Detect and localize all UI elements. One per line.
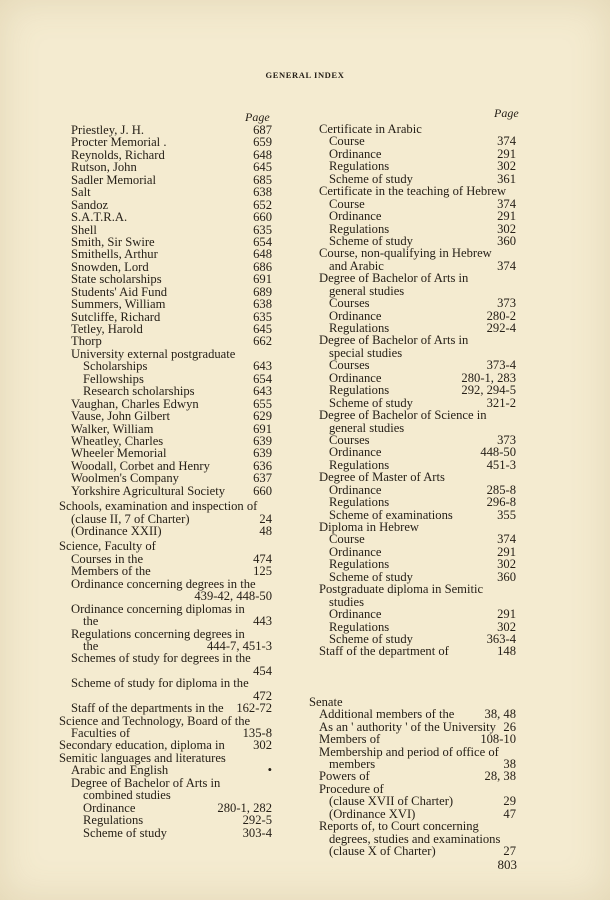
entry-text: the — [83, 614, 99, 629]
entry-text: Degree of Bachelor of Arts in — [319, 333, 469, 348]
index-entry — [319, 210, 516, 222]
entry-text: Ordinance concerning degrees in the — [71, 576, 256, 591]
index-entry — [319, 160, 516, 172]
entry-page-ref: 292-4 — [486, 321, 516, 335]
index-entry — [61, 447, 272, 459]
entry-text: Vaughan, Charles Edwyn — [71, 396, 199, 411]
entry-text: Procter Memorial . — [71, 135, 167, 150]
entry-text: Scheme of study — [329, 395, 413, 410]
entry-page-ref: 687 — [253, 123, 272, 137]
entry-page-ref: 321-2 — [486, 395, 516, 410]
entry-text: Scholarships — [83, 359, 148, 374]
index-entry — [61, 335, 272, 347]
right-page-label: Page — [494, 106, 519, 120]
entry-page-ref: 443 — [253, 614, 272, 629]
entry-page-ref: 660 — [253, 483, 272, 498]
entry-page-ref: 24 — [259, 511, 272, 526]
entry-page-ref: 439-42, 448-50 — [194, 589, 272, 604]
entry-text: Yorkshire Agricultural Society — [71, 483, 226, 498]
index-entry — [61, 211, 272, 223]
left-page-label: Page — [245, 110, 270, 124]
entry-text: Woolmen's Company — [71, 471, 179, 486]
entry-text: Science and Technology, Board of the — [59, 713, 251, 728]
entry-page-ref: 291 — [497, 607, 516, 622]
entry-text: Senate — [309, 694, 343, 709]
entry-text: Ordinance concerning diplomas in — [71, 601, 245, 616]
entry-text: Rutson, John — [71, 160, 137, 175]
entry-page-ref: 285-8 — [486, 482, 516, 497]
entry-page-ref: 162-72 — [236, 701, 272, 716]
entry-text: Sutcliffe, Richard — [71, 309, 161, 324]
index-entry — [319, 446, 516, 458]
entry-page-ref: 685 — [253, 172, 272, 187]
left-index-column — [61, 124, 272, 839]
index-entry — [319, 533, 516, 545]
entry-page-ref: 373-4 — [486, 358, 516, 373]
entry-text: Scheme of study for diploma in the — [71, 676, 249, 691]
index-entry — [319, 708, 516, 720]
entry-text: Ordinance — [329, 544, 382, 559]
entry-text: Regulations — [329, 557, 390, 572]
entry-text: Secondary education, diploma in — [59, 738, 225, 753]
index-entry — [61, 174, 272, 186]
entry-text: degrees, studies and examinations — [329, 831, 501, 846]
entry-text: Regulations concerning degrees in — [71, 626, 245, 641]
entry-page-ref: 280-1, 282 — [217, 800, 272, 815]
entry-text: Course — [329, 196, 365, 211]
entry-text: Scheme of study — [329, 233, 413, 248]
entry-text: Scheme of examinations — [329, 507, 453, 522]
entry-text: general studies — [329, 420, 405, 435]
index-entry — [61, 827, 272, 839]
entry-text: Ordinance — [329, 209, 382, 224]
entry-text: Vause, John Gilbert — [71, 409, 170, 424]
entry-text: Degree of Bachelor of Arts in — [319, 271, 469, 286]
index-entry — [61, 472, 272, 484]
entry-page-ref: 302 — [253, 738, 272, 753]
entry-text: Additional members of the — [319, 707, 455, 722]
entry-text: Priestley, J. H. — [71, 123, 144, 137]
index-entry — [61, 789, 272, 801]
entry-text: Regulations — [329, 159, 390, 174]
entry-page-ref: 360 — [497, 569, 516, 584]
entry-text: Faculties of — [71, 726, 131, 740]
entry-text: Courses — [329, 358, 370, 373]
entry-page-ref: 474 — [253, 551, 272, 566]
entry-text: Degree of Bachelor of Science in — [319, 408, 487, 423]
index-entry — [61, 565, 272, 577]
entry-page-ref: 363-4 — [486, 631, 516, 646]
entry-page-ref: 454 — [253, 663, 272, 678]
entry-text: Scheme of study — [329, 569, 413, 584]
entry-page-ref: 691 — [253, 272, 272, 287]
entry-text: Tetley, Harold — [71, 322, 143, 336]
index-entry — [61, 677, 272, 689]
index-entry — [319, 185, 516, 197]
entry-text: Powers of — [319, 769, 370, 784]
entry-page-ref: 472 — [253, 688, 272, 703]
entry-page-ref: 125 — [253, 564, 272, 579]
entry-text: Ordinance — [329, 370, 382, 385]
entry-text: Degree of Master of Arts — [319, 470, 445, 485]
index-entry — [61, 764, 272, 776]
section-gap — [319, 658, 516, 696]
entry-text: Sadler Memorial — [71, 172, 156, 187]
index-entry — [61, 298, 272, 310]
index-entry — [61, 186, 272, 198]
entry-text: Fellowships — [83, 371, 144, 386]
entry-text: Woodall, Corbet and Henry — [71, 458, 210, 473]
entry-page-ref: • — [267, 763, 272, 778]
entry-page-ref: 374 — [497, 134, 516, 149]
entry-page-ref: 659 — [253, 135, 272, 150]
entry-text: Reports of, to Court concerning — [319, 819, 479, 834]
entry-text: Wheatley, Charles — [71, 433, 164, 448]
index-entry — [319, 770, 516, 782]
entry-text: Degree of Bachelor of Arts in — [71, 775, 221, 790]
entry-text: As an ' authority ' of the University — [319, 719, 496, 734]
entry-text: Regulations — [329, 457, 390, 472]
entry-page-ref: 148 — [497, 644, 516, 659]
entry-text: Certificate in the teaching of Hebrew — [319, 184, 507, 199]
entry-text: Regulations — [329, 321, 390, 335]
entry-page-ref: 648 — [253, 247, 272, 262]
entry-page-ref: 654 — [253, 234, 272, 249]
index-entry — [319, 334, 516, 346]
index-entry — [61, 739, 272, 751]
entry-text: S.A.T.R.A. — [71, 210, 128, 225]
entry-text: Membership and period of office of — [319, 744, 499, 759]
entry-text: (clause X of Charter) — [329, 844, 436, 859]
entry-text: Scheme of study — [329, 171, 413, 186]
entry-text: and Arabic — [329, 258, 384, 273]
entry-text: Walker, William — [71, 421, 154, 436]
entry-text: Members of — [319, 732, 381, 747]
entry-page-ref: 643 — [253, 359, 272, 374]
entry-text: Regulations — [329, 221, 390, 236]
entry-text: Courses in the — [71, 551, 144, 566]
index-entry — [319, 272, 516, 284]
entry-page-ref: 355 — [497, 507, 516, 522]
entry-text: Diploma in Hebrew — [319, 520, 420, 534]
entry-page-ref: 374 — [497, 258, 516, 273]
entry-page-ref: 302 — [497, 619, 516, 634]
entry-text: Semitic languages and literatures — [59, 750, 226, 765]
page-number: 803 — [497, 857, 517, 872]
entry-text: Staff of the departments in the — [71, 701, 224, 716]
entry-text: special studies — [329, 345, 403, 360]
entry-page-ref: 47 — [503, 806, 516, 821]
index-entry — [319, 135, 516, 147]
entry-page-ref: 38, 48 — [484, 707, 516, 722]
index-entry — [61, 136, 272, 148]
right-index-column — [309, 122, 516, 859]
entry-text: combined studies — [83, 788, 171, 803]
entry-text: Summers, William — [71, 297, 166, 312]
entry-page-ref: 637 — [253, 471, 272, 486]
index-entry — [319, 471, 516, 483]
entry-page-ref: 26 — [503, 719, 516, 734]
entry-page-ref: 29 — [503, 794, 516, 809]
index-entry — [61, 814, 272, 826]
index-entry — [61, 540, 272, 552]
entry-page-ref: 689 — [253, 284, 272, 299]
entry-text: Certificate in Arabic — [319, 122, 422, 136]
entry-text: Sandoz — [71, 197, 109, 212]
entry-text: Science, Faculty of — [59, 539, 156, 554]
index-entry — [319, 645, 516, 657]
index-entry — [319, 583, 516, 595]
entry-text: Regulations — [329, 619, 390, 634]
entry-text: University external postgraduate — [71, 346, 236, 361]
entry-page-ref: 373 — [497, 432, 516, 447]
index-entry — [61, 525, 272, 537]
entry-text: (clause II, 7 of Charter) — [71, 511, 190, 526]
entry-text: (clause XVII of Charter) — [329, 794, 454, 809]
entry-page-ref: 108-10 — [480, 732, 516, 747]
entry-text: Schools, examination and inspection of — [59, 499, 258, 514]
index-entry — [319, 384, 516, 396]
index-entry — [61, 485, 272, 497]
entry-page-ref: 374 — [497, 196, 516, 211]
entry-page-ref: 639 — [253, 433, 272, 448]
entry-text: Schemes of study for degrees in the — [71, 651, 251, 666]
index-entry — [61, 590, 272, 602]
entry-text: Research scholarships — [83, 384, 195, 399]
entry-page-ref: 629 — [253, 409, 272, 424]
entry-text: Courses — [329, 432, 370, 447]
entry-page-ref: 374 — [497, 532, 516, 547]
entry-page-ref: 645 — [253, 322, 272, 336]
entry-page-ref: 302 — [497, 159, 516, 174]
index-entry — [61, 500, 272, 512]
entry-page-ref: 280-1, 283 — [461, 370, 516, 385]
entry-page-ref: 291 — [497, 209, 516, 224]
entry-text: Snowden, Lord — [71, 259, 149, 274]
entry-page-ref: 686 — [253, 259, 272, 274]
entry-page-ref: 38 — [503, 757, 516, 771]
entry-page-ref: 654 — [253, 371, 272, 386]
entry-page-ref: 655 — [253, 396, 272, 411]
entry-text: Members of the — [71, 564, 151, 579]
index-entry — [319, 496, 516, 508]
entry-text: Regulations — [83, 813, 144, 828]
entry-text: Ordinance — [329, 607, 382, 622]
entry-text: general studies — [329, 283, 405, 298]
entry-page-ref: 638 — [253, 297, 272, 312]
index-entry — [319, 608, 516, 620]
entry-text: Course — [329, 532, 365, 547]
entry-page-ref: 444-7, 451-3 — [206, 638, 272, 653]
entry-page-ref: 645 — [253, 160, 272, 175]
entry-text: Thorp — [71, 334, 102, 349]
entry-page-ref: 652 — [253, 197, 272, 212]
index-entry — [319, 247, 516, 259]
entry-text: Ordinance — [329, 308, 382, 323]
entry-text: (Ordinance XVI) — [329, 806, 416, 821]
entry-text: Reynolds, Richard — [71, 147, 165, 162]
entry-text: Scheme of study — [83, 825, 167, 840]
entry-text: Ordinance — [329, 146, 382, 161]
entry-page-ref: 373 — [497, 296, 516, 311]
index-entry — [61, 702, 272, 714]
entry-text: Ordinance — [329, 445, 382, 460]
entry-page-ref: 296-8 — [486, 495, 516, 510]
entry-text: Wheeler Memorial — [71, 446, 167, 461]
entry-text: members — [329, 757, 376, 771]
entry-text: the — [83, 638, 99, 653]
entry-page-ref: 635 — [253, 222, 272, 237]
entry-page-ref: 302 — [497, 221, 516, 236]
entry-page-ref: 662 — [253, 334, 272, 349]
entry-page-ref: 638 — [253, 185, 272, 200]
entry-text: Smithells, Arthur — [71, 247, 158, 262]
entry-page-ref: 27 — [503, 844, 516, 859]
entry-text: Staff of the department of — [319, 644, 449, 659]
entry-page-ref: 448-50 — [480, 445, 516, 460]
entry-page-ref: 292, 294-5 — [461, 383, 516, 398]
entry-text: Procedure of — [319, 781, 384, 796]
entry-page-ref: 635 — [253, 309, 272, 324]
index-entry — [319, 409, 516, 421]
entry-text: Ordinance — [83, 800, 136, 815]
entry-text: Salt — [71, 185, 91, 200]
entry-page-ref: 451-3 — [486, 457, 516, 472]
entry-page-ref: 648 — [253, 147, 272, 162]
entry-text: Regulations — [329, 383, 390, 398]
entry-page-ref: 28, 38 — [484, 769, 516, 784]
entry-text: Courses — [329, 296, 370, 311]
entry-page-ref: 660 — [253, 210, 272, 225]
entry-page-ref: 291 — [497, 146, 516, 161]
index-entry — [319, 733, 516, 745]
entry-page-ref: 361 — [497, 171, 516, 186]
entry-page-ref: 303-4 — [242, 825, 272, 840]
entry-page-ref: 291 — [497, 544, 516, 559]
entry-text: State scholarships — [71, 272, 162, 287]
entry-text: studies — [329, 594, 364, 609]
entry-text: Course — [329, 134, 365, 149]
entry-text: Course, non-qualifying in Hebrew — [319, 246, 492, 261]
entry-text: Regulations — [329, 495, 390, 510]
entry-page-ref: 280-2 — [486, 308, 516, 323]
index-entry — [319, 795, 516, 807]
entry-text: Ordinance — [329, 482, 382, 497]
index-entry — [319, 845, 516, 857]
entry-page-ref: 135-8 — [242, 726, 272, 740]
index-entry — [61, 273, 272, 285]
entry-page-ref: 302 — [497, 557, 516, 572]
index-entry — [61, 161, 272, 173]
entry-text: Postgraduate diploma in Semitic — [319, 582, 484, 597]
index-entry — [61, 615, 272, 627]
entry-page-ref: 292-5 — [242, 813, 272, 828]
entry-page-ref: 48 — [259, 524, 272, 538]
entry-text: Shell — [71, 222, 97, 237]
index-entry — [61, 360, 272, 372]
entry-text: (Ordinance XXII) — [71, 524, 162, 538]
entry-page-ref: 691 — [253, 421, 272, 436]
index-entry — [319, 558, 516, 570]
index-entry — [319, 820, 516, 832]
index-entry — [61, 385, 272, 397]
index-entry — [61, 248, 272, 260]
entry-page-ref: 643 — [253, 384, 272, 399]
index-entry — [319, 359, 516, 371]
index-entry — [319, 297, 516, 309]
index-entry — [61, 410, 272, 422]
entry-text: Scheme of study — [329, 631, 413, 646]
page-header: GENERAL INDEX — [265, 70, 345, 80]
entry-page-ref: 636 — [253, 458, 272, 473]
entry-page-ref: 639 — [253, 446, 272, 461]
entry-text: Arabic and English — [71, 763, 169, 778]
entry-page-ref: 360 — [497, 233, 516, 248]
index-entry — [61, 652, 272, 664]
entry-text: Smith, Sir Swire — [71, 234, 155, 249]
entry-text: Students' Aid Fund — [71, 284, 168, 299]
